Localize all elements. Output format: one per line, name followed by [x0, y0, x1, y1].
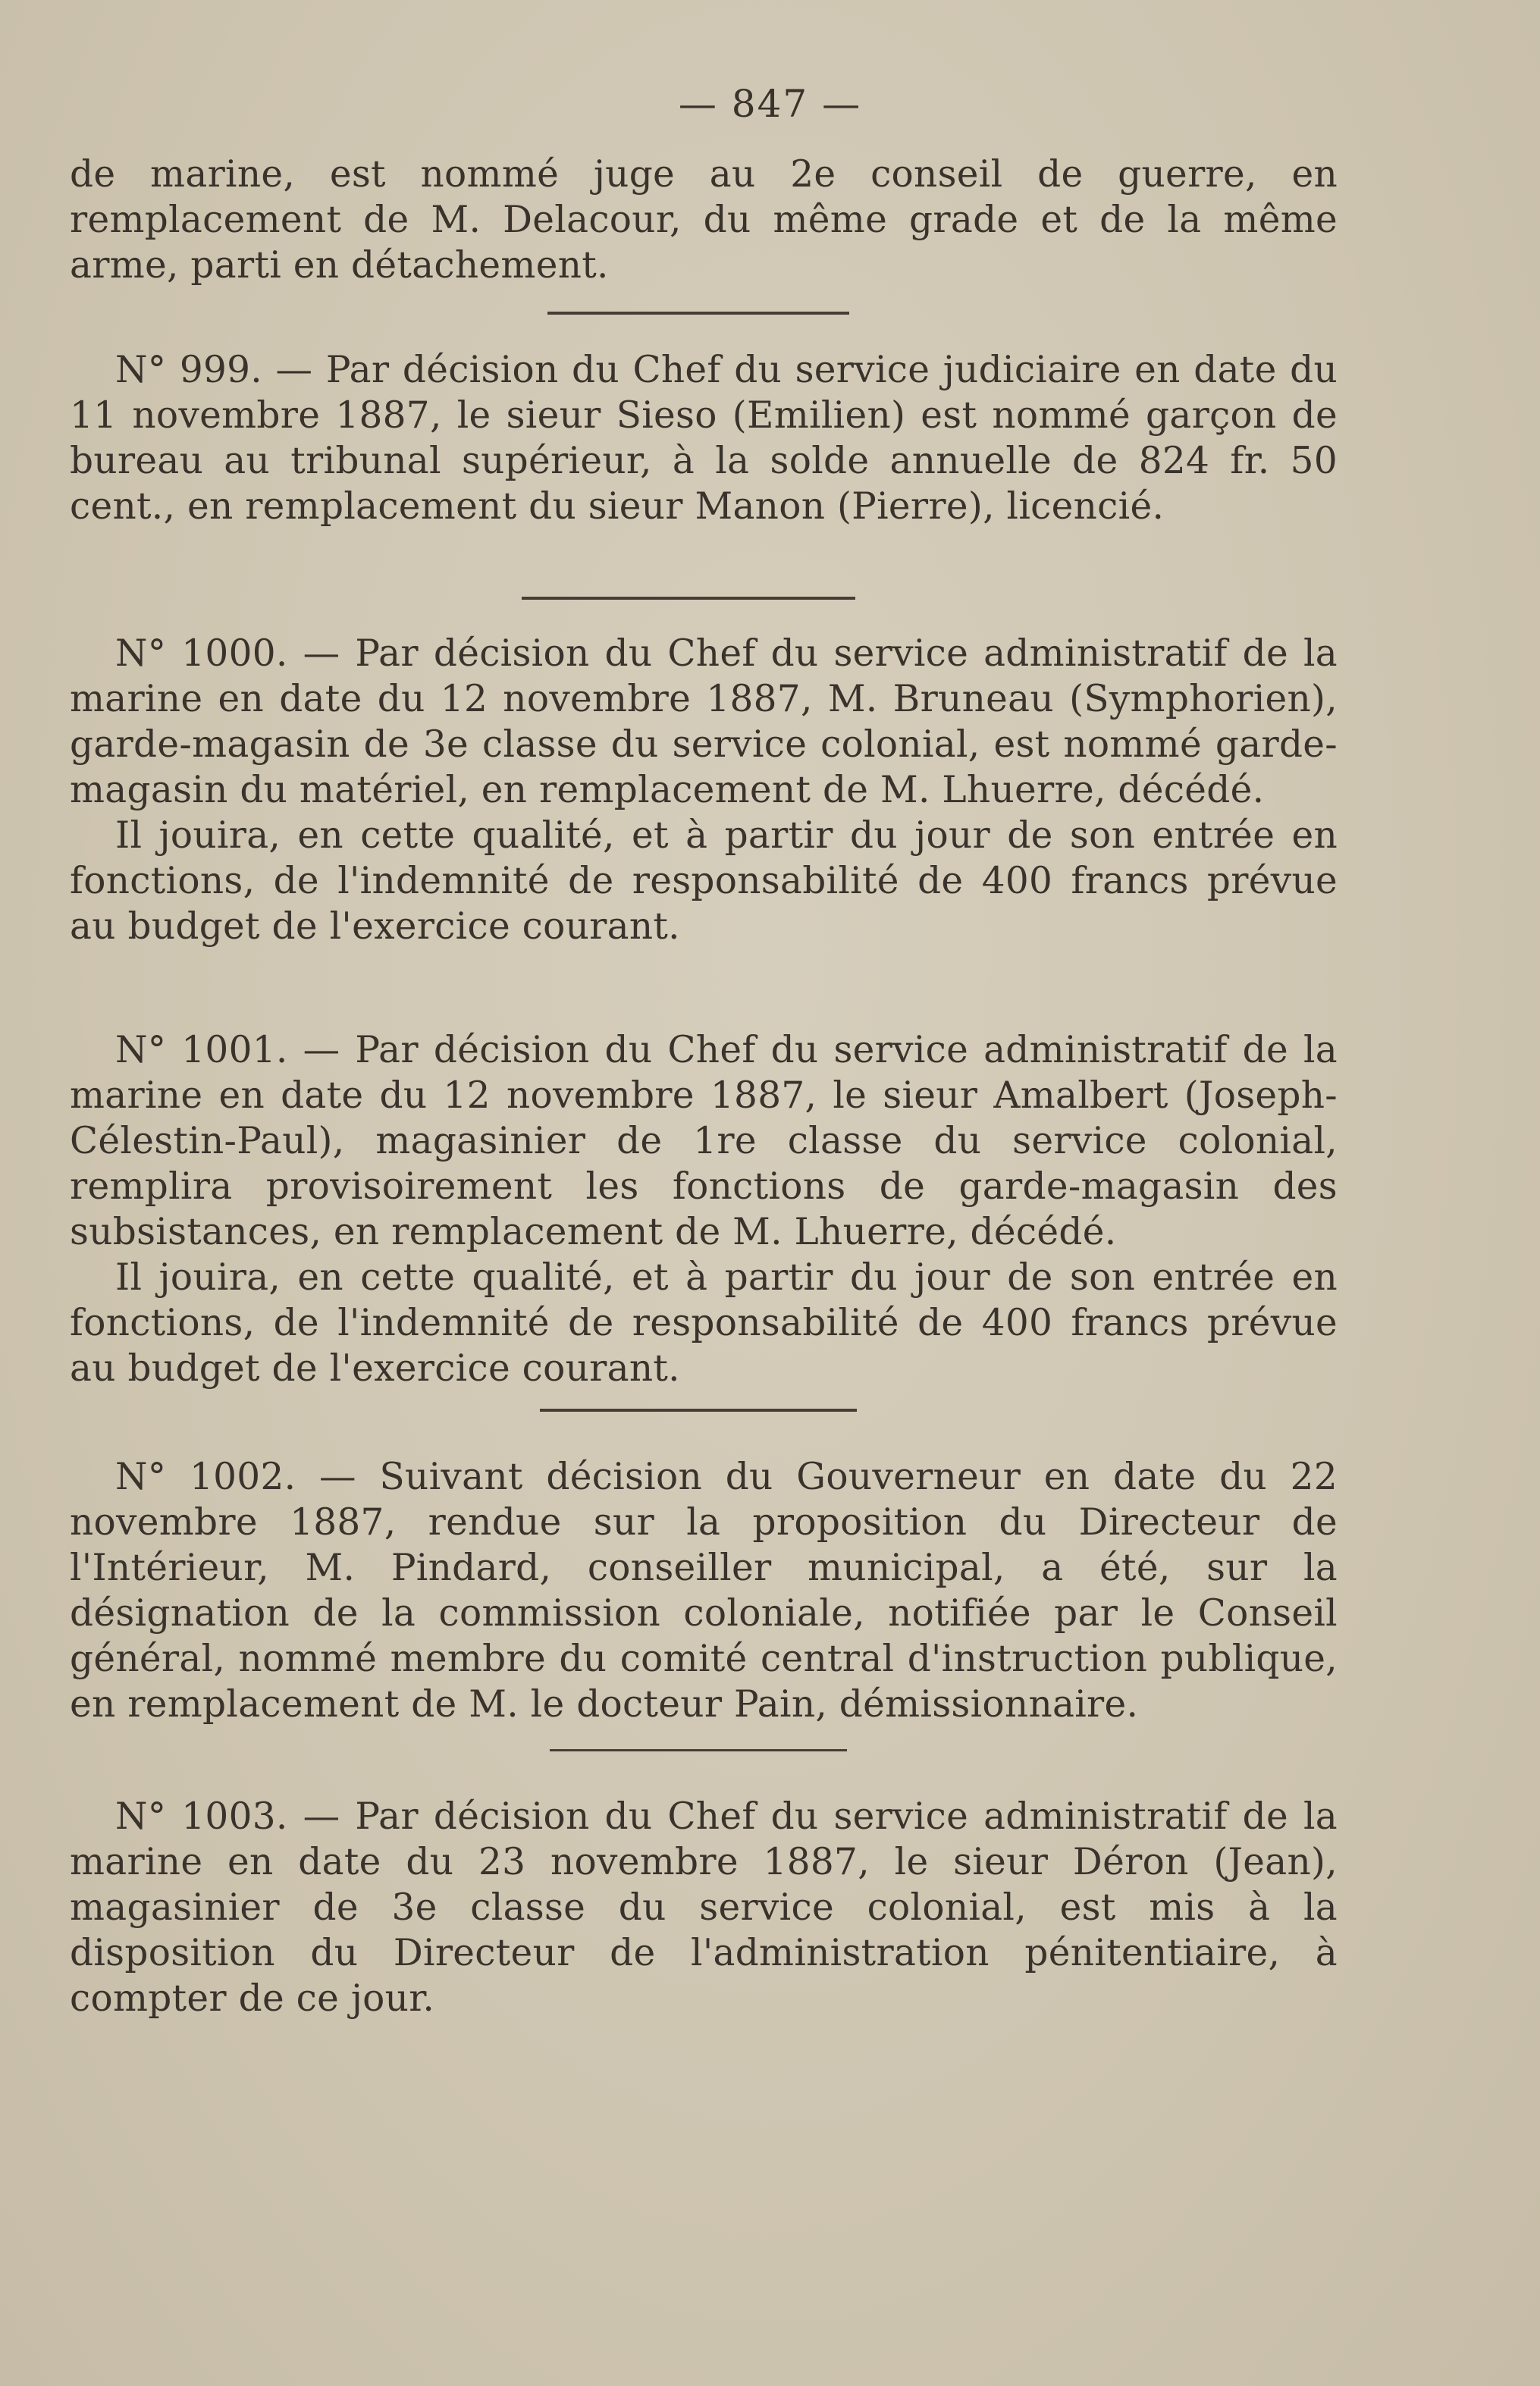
- separator-rule: [540, 1409, 857, 1412]
- entry-paragraph: N° 1001. — Par décision du Chef du service administratif de la marine en date du 12 novembre 1887, le sieur Amalbert (Joseph-Célestin-Paul), magasinier de 1re classe du service colonial, remplira provisoirement les fonctions de garde-magasin des subsistances, en remplacement de M. Lhuerre, décédé.: [70, 1029, 1338, 1253]
- intro-paragraph: de marine, est nommé juge au 2e conseil de guerre, en remplacement de M. Delacour, du même grade et de la même arme, parti en détachement.: [70, 153, 1338, 287]
- entry-paragraph: Il jouira, en cette qualité, et à partir du jour de son entrée en fonctions, de l'indemnité de responsabilité de 400 francs prévue au budget de l'exercice courant.: [70, 814, 1338, 948]
- separator-rule: [550, 1749, 847, 1751]
- entry-paragraph: N° 1000. — Par décision du Chef du service administratif de la marine en date du 12 novembre 1887, M. Bruneau (Symphorien), garde-magasin de 3e classe du service colonial, est nommé garde-magasin du matériel, en remplacement de M. Lhuerre, décédé.: [70, 632, 1338, 811]
- entry-paragraph: N° 1003. — Par décision du Chef du service administratif de la marine en date du 23 novembre 1887, le sieur Déron (Jean), magasinier de 3e classe du service colonial, est mis à la disposition du Directeur de l'administration pénitentiaire, à compter de ce jour.: [70, 1795, 1338, 2020]
- entry-1000: [70, 631, 1338, 949]
- intro-block: [70, 152, 1338, 288]
- separator-rule: [547, 312, 849, 315]
- separator-rule: [522, 597, 855, 600]
- entry-1002: [70, 1454, 1338, 1727]
- entry-paragraph: N° 999. — Par décision du Chef du service judiciaire en date du 11 novembre 1887, le sieur Sieso (Emilien) est nommé garçon de bureau au tribunal supérieur, à la solde annuelle de 824 fr. 50 cent., en remplacement du sieur Manon (Pierre), licencié.: [70, 349, 1338, 528]
- entry-paragraph: N° 1002. — Suivant décision du Gouverneur en date du 22 novembre 1887, rendue sur la proposition du Directeur de l'Intérieur, M. Pindard, conseiller municipal, a été, sur la désignation de la commission coloniale, notifiée par le Conseil général, nommé membre du comité central d'instruction publique, en remplacement de M. le docteur Pain, démissionnaire.: [70, 1456, 1338, 1726]
- entry-1003: [70, 1794, 1338, 2021]
- page-number: — 847 —: [678, 82, 862, 126]
- entry-1001: [70, 1027, 1338, 1391]
- entry-paragraph: Il jouira, en cette qualité, et à partir du jour de son entrée en fonctions, de l'indemnité de responsabilité de 400 francs prévue au budget de l'exercice courant.: [70, 1256, 1338, 1390]
- entry-999: [70, 347, 1338, 529]
